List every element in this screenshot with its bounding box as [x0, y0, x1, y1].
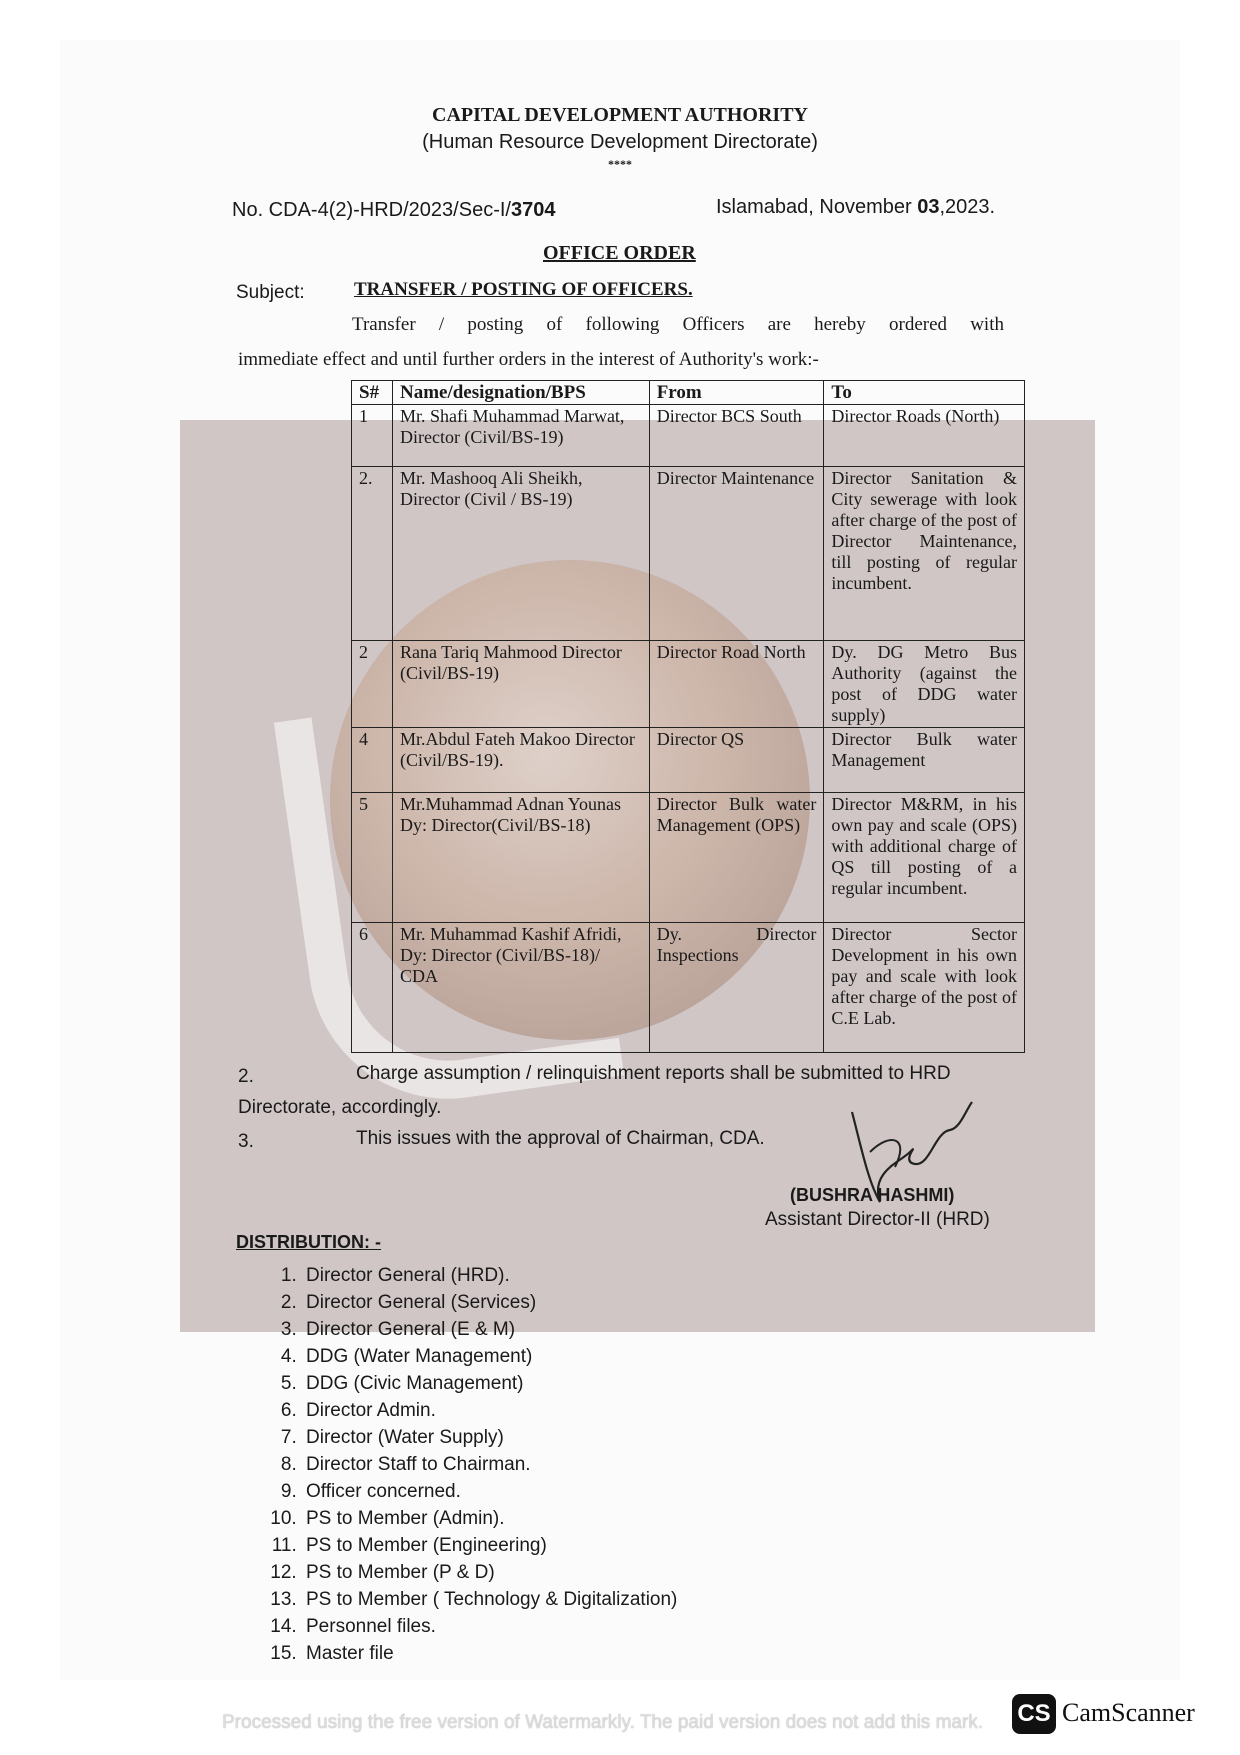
subject-label: Subject:: [236, 282, 305, 303]
intro-line-1: Transfer / posting of following Officers are hereby ordered with: [352, 314, 1004, 335]
cell-from: Director QS: [649, 728, 824, 793]
directorate-name: (Human Resource Development Directorate): [422, 131, 818, 153]
watermarkly-note: Processed using the free version of Watermarkly. The paid version does not add this mark.: [222, 1712, 984, 1733]
cell-to: Dy. DG Metro Bus Authority (against the post of DDG water supply): [824, 641, 1025, 728]
cell-from: Director Road North: [649, 641, 824, 728]
list-item: 14. Personnel files.: [302, 1613, 677, 1640]
cell-serial: 5: [352, 793, 393, 923]
signatory-designation: Assistant Director-II (HRD): [765, 1209, 990, 1230]
issue-date-day: 03: [917, 196, 940, 218]
issue-date-prefix: Islamabad, November: [716, 196, 918, 218]
cell-serial: 4: [352, 728, 393, 793]
table-row: [352, 467, 1025, 641]
cell-name: Mr.Abdul Fateh Makoo Director (Civil/BS-19).: [392, 728, 649, 793]
cell-name: Mr.Muhammad Adnan Younas Dy: Director(Civil/BS-18): [392, 793, 649, 923]
distribution-heading: DISTRIBUTION: -: [236, 1232, 381, 1252]
list-item: 12. PS to Member (P & D): [302, 1559, 677, 1586]
cell-from: Director Bulk water Management (OPS): [649, 793, 824, 923]
reference-number-value: 3704: [510, 199, 556, 221]
table-row: [352, 728, 1025, 793]
header-from: From: [649, 381, 824, 405]
header-serial: S#: [352, 381, 393, 405]
camscanner-logo-icon: CS: [1012, 1694, 1056, 1734]
paragraph-2-number: 2.: [238, 1066, 254, 1087]
list-item: 13. PS to Member ( Technology & Digitalization): [302, 1586, 677, 1613]
paragraph-3-number: 3.: [238, 1131, 254, 1152]
cell-serial: 2: [352, 641, 393, 728]
cell-to: Director Bulk water Management: [824, 728, 1025, 793]
cell-serial: 6: [352, 923, 393, 1053]
list-item: 5. DDG (Civic Management): [302, 1370, 677, 1397]
signatory-name: (BUSHRA HASHMI): [790, 1185, 955, 1205]
cell-to: Director M&RM, in his own pay and scale (OPS) with additional charge of QS till posting of a regular incumbent.: [824, 793, 1025, 923]
cell-name: Mr. Muhammad Kashif Afridi, Dy: Director (Civil/BS-18)/ CDA: [392, 923, 649, 1053]
intro-line-2: immediate effect and until further orders in the interest of Authority's work:-: [238, 349, 819, 370]
cell-from: Director Maintenance: [649, 467, 824, 641]
list-item: 8. Director Staff to Chairman.: [302, 1451, 677, 1478]
cell-from: Dy. Director Inspections: [649, 923, 824, 1053]
paragraph-3-text: This issues with the approval of Chairman, CDA.: [356, 1128, 765, 1149]
table-header-row: [352, 381, 1025, 405]
cell-from: Director BCS South: [649, 405, 824, 467]
camscanner-name: CamScanner: [1062, 1698, 1195, 1727]
list-item: 3. Director General (E & M): [302, 1316, 677, 1343]
list-item: 1. Director General (HRD).: [302, 1262, 677, 1289]
paragraph-2-line-2: Directorate, accordingly.: [238, 1097, 442, 1118]
cell-serial: 1: [352, 405, 393, 467]
reference-number: [232, 199, 555, 222]
cell-name: Mr. Shafi Muhammad Marwat, Director (Civil/BS-19): [392, 405, 649, 467]
org-name: CAPITAL DEVELOPMENT AUTHORITY: [432, 104, 808, 126]
list-item: 7. Director (Water Supply): [302, 1424, 677, 1451]
reference-number-prefix: No. CDA-4(2)-HRD/2023/Sec-I/: [232, 199, 511, 221]
cell-to: Director Sanitation & City sewerage with look after charge of the post of Director Maintenance, till posting of regular incumbent.: [824, 467, 1025, 641]
office-order-title: OFFICE ORDER: [543, 242, 696, 264]
list-item: 15. Master file: [302, 1640, 677, 1667]
cell-name: Rana Tariq Mahmood Director (Civil/BS-19): [392, 641, 649, 728]
cell-to: Director Roads (North): [824, 405, 1025, 467]
transfer-table: [351, 380, 1025, 1053]
cell-serial: 2.: [352, 467, 393, 641]
list-item: 10. PS to Member (Admin).: [302, 1505, 677, 1532]
list-item: 11. PS to Member (Engineering): [302, 1532, 677, 1559]
header-stars: ****: [608, 157, 632, 171]
list-item: 2. Director General (Services): [302, 1289, 677, 1316]
header-name: Name/designation/BPS: [392, 381, 649, 405]
table-row: [352, 641, 1025, 728]
issue-date-suffix: ,2023.: [939, 196, 996, 218]
paragraph-2-line-1: Charge assumption / relinquishment reports shall be submitted to HRD: [356, 1063, 951, 1084]
cell-name: Mr. Mashooq Ali Sheikh, Director (Civil / BS-19): [392, 467, 649, 641]
list-item: 4. DDG (Water Management): [302, 1343, 677, 1370]
cell-to: Director Sector Development in his own pay and scale with look after charge of the post of C.E Lab.: [824, 923, 1025, 1053]
table-row: [352, 923, 1025, 1053]
distribution-list: [262, 1262, 677, 1667]
issue-date: [716, 196, 995, 219]
table-row: [352, 405, 1025, 467]
table-row: [352, 793, 1025, 923]
list-item: 9. Officer concerned.: [302, 1478, 677, 1505]
list-item: 6. Director Admin.: [302, 1397, 677, 1424]
subject-text: TRANSFER / POSTING OF OFFICERS.: [354, 279, 693, 300]
header-to: To: [824, 381, 1025, 405]
